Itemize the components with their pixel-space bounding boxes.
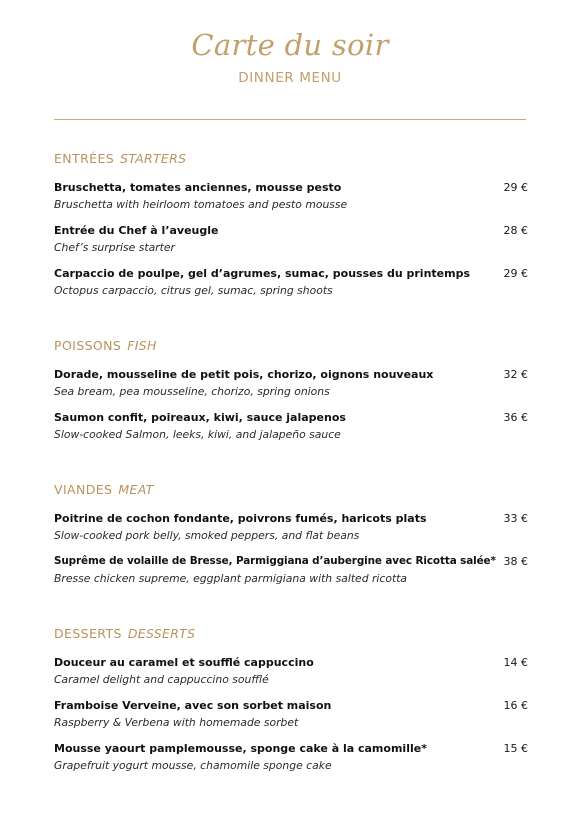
section-title-en: DESSERTS	[127, 626, 196, 641]
dish-name-fr: Framboise Verveine, avec son sorbet maison	[54, 699, 332, 712]
dish-name-en: Slow-cooked pork belly, smoked peppers, and flat beans	[54, 529, 360, 542]
dish-name-fr: Bruschetta, tomates anciennes, mousse pesto	[54, 181, 342, 194]
dish-name-fr: Entrée du Chef à l’aveugle	[54, 224, 219, 237]
dish-name-en: Caramel delight and cappuccino soufflé	[54, 673, 269, 686]
section-title-fr: POISSONS	[54, 338, 122, 353]
section-desserts	[54, 626, 528, 775]
dish-price: 29 €	[503, 267, 528, 280]
section-title-fr: ENTRÉES	[54, 151, 115, 166]
section-heading	[54, 482, 528, 498]
menu-item	[54, 409, 528, 444]
dish-name-fr: Carpaccio de poulpe, gel d’agrumes, sumac, pousses du printemps	[54, 267, 470, 280]
dish-name-en: Sea bream, pea mousseline, chorizo, spring onions	[54, 385, 330, 398]
menu-item	[54, 510, 528, 545]
menu-item	[54, 654, 528, 689]
section-title-fr: VIANDES	[54, 482, 113, 497]
menu-item	[54, 265, 528, 300]
dish-name-fr: Mousse yaourt pamplemousse, sponge cake à la camomille*	[54, 742, 427, 755]
section-title-fr: DESSERTS	[54, 626, 122, 641]
dish-price: 33 €	[503, 512, 528, 525]
dish-name-fr: Saumon confit, poireaux, kiwi, sauce jalapenos	[54, 411, 346, 424]
section-title-en: FISH	[127, 338, 157, 353]
dish-name-en: Octopus carpaccio, citrus gel, sumac, spring shoots	[54, 284, 333, 297]
section-title-en: STARTERS	[120, 151, 187, 166]
menu-header	[0, 26, 580, 86]
dish-name-en: Grapefruit yogurt mousse, chamomile sponge cake	[54, 759, 332, 772]
menu-body	[54, 151, 528, 813]
dish-name-en: Bruschetta with heirloom tomatoes and pesto mousse	[54, 198, 348, 211]
dish-price: 29 €	[503, 181, 528, 194]
menu-item	[54, 740, 528, 775]
menu-item	[54, 179, 528, 214]
section-heading	[54, 151, 528, 167]
header-divider	[54, 119, 526, 120]
dish-name-fr: Douceur au caramel et soufflé cappuccino	[54, 656, 314, 669]
dish-price: 38 €	[503, 555, 528, 568]
dish-name-en: Raspberry & Verbena with homemade sorbet	[54, 716, 299, 729]
section-heading	[54, 338, 528, 354]
section-starters	[54, 151, 528, 300]
dish-name-fr: Dorade, mousseline de petit pois, chorizo, oignons nouveaux	[54, 368, 434, 381]
dish-name-en: Bresse chicken supreme, eggplant parmigiana with salted ricotta	[54, 572, 408, 585]
dish-price: 14 €	[503, 656, 528, 669]
page-title: Carte du soir	[191, 28, 389, 62]
menu-item	[54, 697, 528, 732]
page-subtitle: DINNER MENU	[238, 70, 342, 86]
section-heading	[54, 626, 528, 642]
menu-item	[54, 222, 528, 257]
section-meat	[54, 482, 528, 588]
dish-name-fr: Poitrine de cochon fondante, poivrons fumés, haricots plats	[54, 512, 427, 525]
section-title-en: MEAT	[118, 482, 154, 497]
dish-name-en: Chef’s surprise starter	[54, 241, 175, 254]
dish-price: 36 €	[503, 411, 528, 424]
dish-price: 28 €	[503, 224, 528, 237]
dish-name-en: Slow-cooked Salmon, leeks, kiwi, and jalapeño sauce	[54, 428, 341, 441]
menu-item	[54, 553, 528, 588]
dish-price: 32 €	[503, 368, 528, 381]
menu-item	[54, 366, 528, 401]
dish-price: 15 €	[503, 742, 528, 755]
dish-name-fr: Suprême de volaille de Bresse, Parmiggiana d’aubergine avec Ricotta salée*	[54, 555, 496, 567]
section-fish	[54, 338, 528, 444]
dish-price: 16 €	[503, 699, 528, 712]
